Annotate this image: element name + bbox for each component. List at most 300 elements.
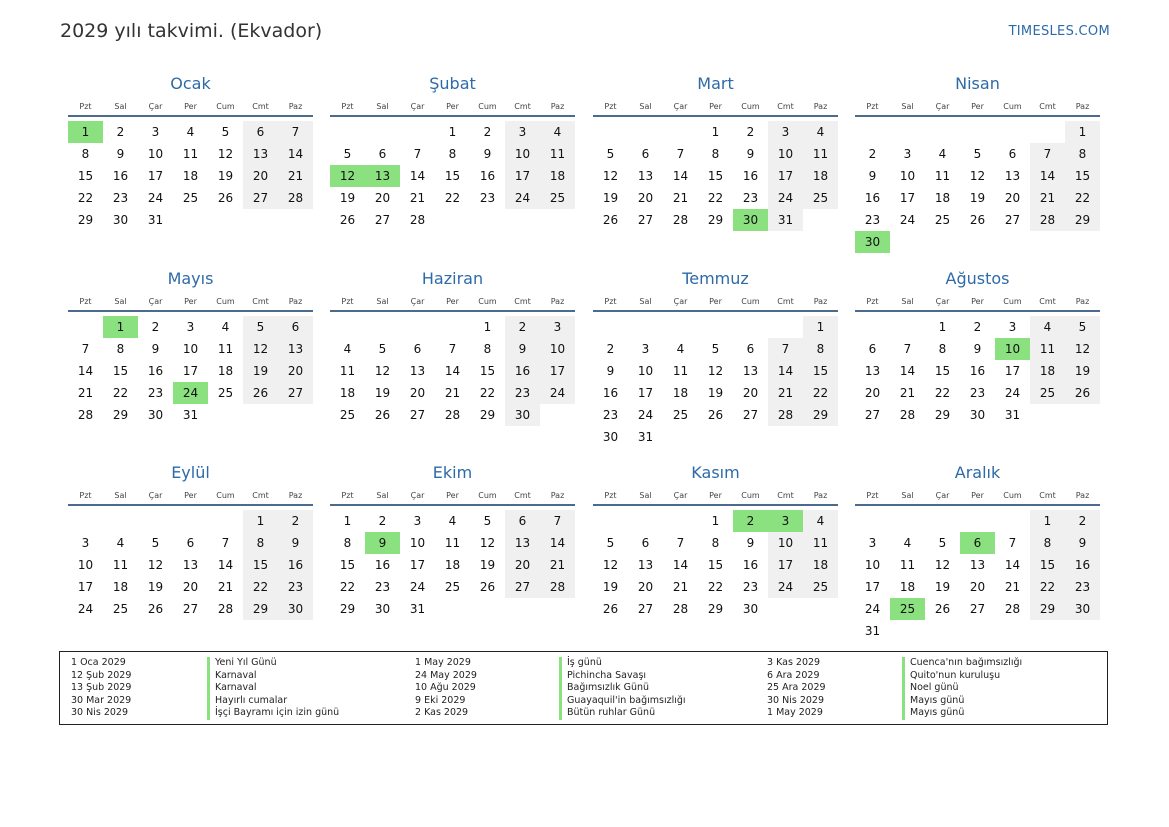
day-grid <box>593 506 838 620</box>
holiday-date: 30 Mar 2029 <box>71 694 132 706</box>
weekday-label: Cum <box>741 101 760 111</box>
day-cell: 26 <box>934 602 951 616</box>
day-cell: 19 <box>479 558 496 572</box>
weekday-header <box>68 97 313 117</box>
day-cell: 13 <box>409 364 426 378</box>
month-name: Haziran <box>421 269 484 288</box>
weekday-label: Cum <box>741 296 760 306</box>
weekday-label: Paz <box>550 101 565 111</box>
weekday-label: Per <box>709 490 722 500</box>
empty-cell <box>698 316 733 338</box>
day-cell: 9 <box>278 532 313 554</box>
day-cell: 14 <box>278 143 313 165</box>
page-title: 2029 yılı takvimi. (Ekvador) <box>60 20 323 42</box>
day-grid <box>330 117 575 231</box>
day-cell: 4 <box>186 125 195 139</box>
day-cell: 25 <box>112 602 129 616</box>
day-grid <box>68 117 313 231</box>
day-cell: 24 <box>409 580 426 594</box>
holiday-date: 30 Nis 2029 <box>71 707 128 719</box>
day-cell: 28 <box>540 576 575 598</box>
holiday-name-column <box>902 657 1022 720</box>
holiday-day-cell: 1 <box>103 316 138 338</box>
day-cell: 2 <box>1065 510 1100 532</box>
weekday-label: Pzt <box>341 490 354 500</box>
day-cell: 3 <box>868 536 877 550</box>
weekday-label: Cum <box>1003 296 1022 306</box>
holiday-list <box>59 651 1108 725</box>
day-cell: 18 <box>182 169 199 183</box>
holiday-date: 9 Eki 2029 <box>415 694 466 706</box>
holiday-day-cell: 2 <box>733 510 768 532</box>
holiday-date: 30 Nis 2029 <box>767 694 824 706</box>
day-cell: 21 <box>768 382 803 404</box>
weekday-label: Sal <box>901 296 914 306</box>
month-name: Ocak <box>170 74 211 93</box>
empty-cell <box>663 510 698 532</box>
day-cell: 14 <box>444 364 461 378</box>
empty-cell <box>103 510 138 532</box>
day-cell: 1 <box>1030 510 1065 532</box>
day-cell: 31 <box>182 408 199 422</box>
day-cell: 12 <box>969 169 986 183</box>
day-cell: 8 <box>711 147 720 161</box>
day-grid <box>855 506 1100 642</box>
day-cell: 21 <box>1030 187 1065 209</box>
day-cell: 17 <box>505 165 540 187</box>
day-cell: 5 <box>711 342 720 356</box>
day-cell: 5 <box>606 536 615 550</box>
day-cell: 7 <box>676 536 685 550</box>
day-cell: 12 <box>374 364 391 378</box>
day-cell: 15 <box>934 364 951 378</box>
weekday-label: Çar <box>673 101 688 111</box>
day-cell: 27 <box>864 408 881 422</box>
weekday-label: Sal <box>114 296 127 306</box>
day-cell: 21 <box>77 386 94 400</box>
weekday-label: Sal <box>376 296 389 306</box>
holiday-date: 13 Şub 2029 <box>71 682 132 694</box>
day-cell: 30 <box>505 404 540 426</box>
day-cell: 26 <box>602 213 619 227</box>
day-cell: 21 <box>444 386 461 400</box>
empty-cell <box>593 121 628 143</box>
day-cell: 18 <box>1030 360 1065 382</box>
day-cell: 7 <box>676 147 685 161</box>
weekday-header <box>330 486 575 506</box>
holiday-date: 10 Ağu 2029 <box>415 682 476 694</box>
day-cell: 4 <box>448 514 457 528</box>
day-cell: 26 <box>339 213 356 227</box>
day-cell: 22 <box>77 191 94 205</box>
day-cell: 15 <box>803 360 838 382</box>
day-cell: 15 <box>1030 554 1065 576</box>
day-cell: 20 <box>505 554 540 576</box>
day-cell: 12 <box>707 364 724 378</box>
day-cell: 25 <box>217 386 234 400</box>
weekday-header <box>855 292 1100 312</box>
day-cell: 10 <box>540 338 575 360</box>
weekday-label: Cmt <box>777 296 794 306</box>
day-cell: 20 <box>637 580 654 594</box>
day-cell: 8 <box>711 536 720 550</box>
day-cell: 21 <box>217 580 234 594</box>
weekday-label: Per <box>446 490 459 500</box>
day-cell: 20 <box>243 165 278 187</box>
day-cell: 27 <box>374 213 391 227</box>
day-cell: 19 <box>707 386 724 400</box>
holiday-name: Bağımsızlık Günü <box>559 682 686 695</box>
holiday-day-cell: 6 <box>960 532 995 554</box>
day-cell: 28 <box>77 408 94 422</box>
day-cell: 2 <box>868 147 877 161</box>
weekday-label: Paz <box>1075 296 1090 306</box>
day-cell: 19 <box>339 191 356 205</box>
day-cell: 27 <box>969 602 986 616</box>
weekday-label: Paz <box>813 296 828 306</box>
holiday-name: Noel günü <box>902 682 1022 695</box>
weekday-label: Cum <box>216 490 235 500</box>
weekday-label: Per <box>184 296 197 306</box>
weekday-label: Per <box>971 296 984 306</box>
month-calendar <box>593 268 838 448</box>
day-cell: 24 <box>899 213 916 227</box>
day-cell: 13 <box>505 532 540 554</box>
weekday-label: Paz <box>813 101 828 111</box>
weekday-label: Paz <box>288 101 303 111</box>
day-cell: 11 <box>899 558 916 572</box>
day-cell: 20 <box>969 580 986 594</box>
weekday-label: Cmt <box>1039 296 1056 306</box>
holiday-date-column <box>767 657 826 720</box>
day-cell: 26 <box>1065 382 1100 404</box>
day-cell: 29 <box>1030 598 1065 620</box>
day-cell: 10 <box>182 342 199 356</box>
day-cell: 12 <box>217 147 234 161</box>
day-grid <box>330 312 575 426</box>
holiday-name: Mayıs günü <box>902 695 1022 708</box>
day-cell: 24 <box>540 382 575 404</box>
day-cell: 1 <box>711 514 720 528</box>
day-cell: 27 <box>278 382 313 404</box>
day-cell: 3 <box>186 320 195 334</box>
empty-cell <box>733 316 768 338</box>
day-cell: 26 <box>969 213 986 227</box>
day-cell: 11 <box>540 143 575 165</box>
empty-cell <box>890 316 925 338</box>
day-cell: 20 <box>1004 191 1021 205</box>
day-cell: 23 <box>1065 576 1100 598</box>
day-cell: 24 <box>1004 386 1021 400</box>
day-cell: 1 <box>448 125 457 139</box>
month-calendar <box>593 462 838 620</box>
month-calendar <box>330 462 575 620</box>
empty-cell <box>330 121 365 143</box>
holiday-date: 25 Ara 2029 <box>767 682 826 694</box>
day-cell: 31 <box>147 213 164 227</box>
day-cell: 14 <box>77 364 94 378</box>
day-cell: 16 <box>374 558 391 572</box>
weekday-label: Cmt <box>1039 101 1056 111</box>
month-calendar <box>593 73 838 231</box>
day-cell: 22 <box>803 382 838 404</box>
day-cell: 3 <box>641 342 650 356</box>
day-cell: 8 <box>116 342 125 356</box>
empty-cell <box>628 510 663 532</box>
day-cell: 13 <box>243 143 278 165</box>
weekday-label: Cmt <box>252 490 269 500</box>
holiday-name: Bütün ruhlar Günü <box>559 707 686 720</box>
holiday-day-cell: 10 <box>995 338 1030 360</box>
day-cell: 14 <box>540 532 575 554</box>
empty-cell <box>68 510 103 532</box>
day-cell: 21 <box>540 554 575 576</box>
day-cell: 22 <box>707 191 724 205</box>
day-cell: 10 <box>505 143 540 165</box>
day-cell: 2 <box>505 316 540 338</box>
day-cell: 18 <box>672 386 689 400</box>
day-cell: 4 <box>803 121 838 143</box>
day-grid <box>855 117 1100 253</box>
empty-cell <box>208 510 243 532</box>
day-cell: 12 <box>602 558 619 572</box>
day-cell: 3 <box>413 514 422 528</box>
day-cell: 31 <box>409 602 426 616</box>
day-cell: 23 <box>505 382 540 404</box>
day-cell: 13 <box>278 338 313 360</box>
day-cell: 8 <box>938 342 947 356</box>
day-cell: 4 <box>343 342 352 356</box>
weekday-label: Cum <box>478 296 497 306</box>
day-cell: 27 <box>1004 213 1021 227</box>
day-cell: 31 <box>864 624 881 638</box>
day-cell: 28 <box>1004 602 1021 616</box>
day-cell: 17 <box>768 165 803 187</box>
day-cell: 17 <box>182 364 199 378</box>
day-cell: 2 <box>746 125 755 139</box>
weekday-label: Cmt <box>1039 490 1056 500</box>
day-cell: 1 <box>803 316 838 338</box>
weekday-label: Çar <box>148 490 163 500</box>
day-cell: 2 <box>606 342 615 356</box>
month-calendar <box>855 268 1100 426</box>
day-cell: 31 <box>768 209 803 231</box>
day-grid <box>855 312 1100 426</box>
day-grid <box>68 506 313 620</box>
day-cell: 30 <box>602 430 619 444</box>
day-cell: 16 <box>112 169 129 183</box>
day-cell: 25 <box>1030 382 1065 404</box>
day-cell: 23 <box>602 408 619 422</box>
weekday-label: Çar <box>410 101 425 111</box>
day-cell: 19 <box>602 191 619 205</box>
day-cell: 27 <box>409 408 426 422</box>
weekday-label: Çar <box>935 490 950 500</box>
weekday-label: Pzt <box>866 296 879 306</box>
day-cell: 11 <box>803 532 838 554</box>
weekday-label: Per <box>446 296 459 306</box>
day-cell: 20 <box>864 386 881 400</box>
day-cell: 29 <box>707 602 724 616</box>
day-cell: 28 <box>409 213 426 227</box>
day-cell: 3 <box>1008 320 1017 334</box>
day-cell: 18 <box>934 191 951 205</box>
empty-cell <box>593 316 628 338</box>
empty-cell <box>768 316 803 338</box>
day-cell: 29 <box>112 408 129 422</box>
day-cell: 17 <box>768 554 803 576</box>
holiday-day-cell: 1 <box>68 121 103 143</box>
brand-link[interactable]: TIMESLES.COM <box>1008 24 1110 39</box>
holiday-date: 2 Kas 2029 <box>415 707 469 719</box>
day-cell: 13 <box>969 558 986 572</box>
empty-cell <box>855 316 890 338</box>
day-cell: 15 <box>707 558 724 572</box>
day-cell: 24 <box>768 576 803 598</box>
day-cell: 3 <box>540 316 575 338</box>
day-cell: 17 <box>409 558 426 572</box>
day-cell: 4 <box>1030 316 1065 338</box>
day-cell: 23 <box>864 213 881 227</box>
day-cell: 12 <box>934 558 951 572</box>
weekday-label: Pzt <box>341 101 354 111</box>
weekday-label: Per <box>709 296 722 306</box>
day-cell: 24 <box>768 187 803 209</box>
day-cell: 14 <box>672 558 689 572</box>
day-cell: 24 <box>864 602 881 616</box>
day-cell: 2 <box>151 320 160 334</box>
day-cell: 7 <box>1008 536 1017 550</box>
weekday-header <box>855 486 1100 506</box>
holiday-name: Karnaval <box>207 682 339 695</box>
weekday-label: Çar <box>148 296 163 306</box>
day-cell: 18 <box>803 554 838 576</box>
day-cell: 18 <box>112 580 129 594</box>
day-cell: 8 <box>448 147 457 161</box>
day-cell: 13 <box>1004 169 1021 183</box>
day-cell: 17 <box>540 360 575 382</box>
month-name: Aralık <box>954 463 1001 482</box>
weekday-label: Cum <box>1003 490 1022 500</box>
day-cell: 26 <box>217 191 234 205</box>
day-cell: 27 <box>243 187 278 209</box>
day-cell: 19 <box>934 580 951 594</box>
day-cell: 16 <box>742 558 759 572</box>
day-cell: 25 <box>672 408 689 422</box>
day-cell: 12 <box>479 536 496 550</box>
holiday-date: 6 Ara 2029 <box>767 669 820 681</box>
day-cell: 4 <box>803 510 838 532</box>
day-cell: 19 <box>602 580 619 594</box>
day-cell: 9 <box>868 169 877 183</box>
day-cell: 7 <box>221 536 230 550</box>
day-cell: 14 <box>1004 558 1021 572</box>
day-cell: 30 <box>112 213 129 227</box>
weekday-label: Çar <box>410 490 425 500</box>
weekday-label: Cmt <box>252 296 269 306</box>
day-cell: 1 <box>1065 121 1100 143</box>
holiday-day-cell: 24 <box>173 382 208 404</box>
weekday-label: Pzt <box>866 101 879 111</box>
day-cell: 22 <box>339 580 356 594</box>
day-cell: 9 <box>1065 532 1100 554</box>
month-calendar <box>68 268 313 426</box>
weekday-label: Per <box>184 101 197 111</box>
day-cell: 29 <box>479 408 496 422</box>
day-cell: 8 <box>81 147 90 161</box>
weekday-label: Per <box>184 490 197 500</box>
day-cell: 23 <box>112 191 129 205</box>
holiday-day-cell: 30 <box>855 231 890 253</box>
day-cell: 20 <box>278 360 313 382</box>
month-name: Eylül <box>171 463 210 482</box>
day-cell: 28 <box>278 187 313 209</box>
day-cell: 3 <box>768 121 803 143</box>
empty-cell <box>173 510 208 532</box>
day-cell: 6 <box>1008 147 1017 161</box>
day-cell: 5 <box>973 147 982 161</box>
empty-cell <box>365 121 400 143</box>
empty-cell <box>1030 121 1065 143</box>
empty-cell <box>435 316 470 338</box>
day-cell: 13 <box>637 558 654 572</box>
day-cell: 6 <box>746 342 755 356</box>
weekday-label: Sal <box>639 101 652 111</box>
day-cell: 8 <box>1030 532 1065 554</box>
empty-cell <box>330 316 365 338</box>
month-name: Ekim <box>432 463 473 482</box>
day-grid <box>593 312 838 448</box>
weekday-label: Pzt <box>604 296 617 306</box>
day-cell: 8 <box>1065 143 1100 165</box>
weekday-label: Cum <box>216 296 235 306</box>
day-cell: 21 <box>899 386 916 400</box>
weekday-label: Pzt <box>79 296 92 306</box>
weekday-label: Cum <box>216 101 235 111</box>
holiday-day-cell: 12 <box>330 165 365 187</box>
day-cell: 5 <box>221 125 230 139</box>
day-cell: 10 <box>864 558 881 572</box>
day-cell: 26 <box>707 408 724 422</box>
weekday-label: Pzt <box>604 101 617 111</box>
day-cell: 11 <box>339 364 356 378</box>
day-cell: 10 <box>409 536 426 550</box>
holiday-name: İş günü <box>559 657 686 670</box>
day-cell: 14 <box>217 558 234 572</box>
day-cell: 13 <box>864 364 881 378</box>
day-cell: 7 <box>903 342 912 356</box>
weekday-header <box>68 292 313 312</box>
holiday-name: Cuenca'nın bağımsızlığı <box>902 657 1022 670</box>
weekday-label: Sal <box>114 101 127 111</box>
day-cell: 14 <box>409 169 426 183</box>
month-calendar <box>68 73 313 231</box>
day-cell: 22 <box>707 580 724 594</box>
day-cell: 1 <box>938 320 947 334</box>
day-cell: 11 <box>672 364 689 378</box>
holiday-name-column <box>207 657 339 720</box>
day-cell: 10 <box>147 147 164 161</box>
holiday-name-column <box>559 657 686 720</box>
day-cell: 4 <box>116 536 125 550</box>
day-cell: 16 <box>479 169 496 183</box>
day-cell: 29 <box>934 408 951 422</box>
day-cell: 8 <box>803 338 838 360</box>
holiday-date: 1 May 2029 <box>767 707 823 719</box>
day-cell: 11 <box>444 536 461 550</box>
empty-cell <box>138 510 173 532</box>
day-cell: 17 <box>147 169 164 183</box>
